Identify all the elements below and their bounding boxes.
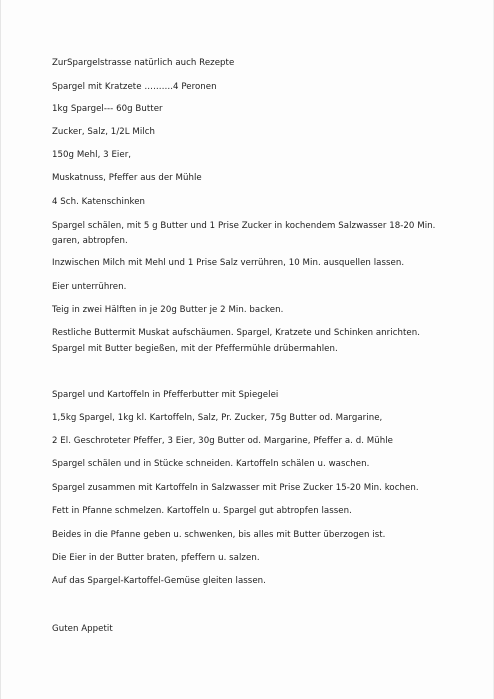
recipe2-ingredient-line: 2 El. Geschroteter Pfeffer, 3 Eier, 30g Butter od. Margarine, Pfeffer a. d. Mühle <box>52 436 393 446</box>
recipe1-ingredient-line: 150g Mehl, 3 Eier, <box>52 150 132 160</box>
recipe1-step-line: Spargel schälen, mit 5 g Butter und 1 Prise Zucker in kochendem Salzwasser 18-20 Min. <box>52 221 436 231</box>
recipe1-ingredient-line: 4 Sch. Katenschinken <box>52 197 146 207</box>
recipe1-ingredient-line: Zucker, Salz, 1/2L Milch <box>52 127 156 137</box>
recipe2-step-line: Fett in Pfanne schmelzen. Kartoffeln u. Spargel gut abtropfen lassen. <box>52 506 352 516</box>
recipe1-step-line: garen, abtropfen. <box>52 236 128 246</box>
recipe1-ingredient-line: Muskatnuss, Pfeffer aus der Mühle <box>52 173 202 183</box>
recipe2-step-line: Auf das Spargel-Kartoffel-Gemüse gleiten lassen. <box>52 576 266 586</box>
closing-line: Guten Appetit <box>52 624 113 634</box>
document-heading: ZurSpargelstrasse natürlich auch Rezepte <box>52 58 235 68</box>
recipe1-step-line: Restliche Buttermit Muskat aufschäumen. Spargel, Kratzete und Schinken anrichten. <box>52 328 421 338</box>
recipe2-ingredient-line: 1,5kg Spargel, 1kg kl. Kartoffeln, Salz, Pr. Zucker, 75g Butter od. Margarine, <box>52 413 383 423</box>
recipe2-step-line: Beides in die Pfanne geben u. schwenken, bis alles mit Butter überzogen ist. <box>52 530 386 540</box>
recipe1-step-line: Spargel mit Butter begießen, mit der Pfeffermühle drübermahlen. <box>52 344 338 354</box>
recipe2-title: Spargel und Kartoffeln in Pfefferbutter mit Spiegelei <box>52 390 279 400</box>
recipe1-step-line: Teig in zwei Hälften in je 20g Butter je 2 Min. backen. <box>52 305 284 315</box>
recipe2-step-line: Spargel zusammen mit Kartoffeln in Salzwasser mit Prise Zucker 15-20 Min. kochen. <box>52 483 419 493</box>
recipe1-title: Spargel mit Kratzete ……….4 Peronen <box>52 82 217 92</box>
recipe2-step-line: Die Eier in der Butter braten, pfeffern u. salzen. <box>52 553 260 563</box>
recipe1-step-line: Inzwischen Milch mit Mehl und 1 Prise Salz verrühren, 10 Min. ausquellen lassen. <box>52 258 405 268</box>
recipe1-ingredient-line: 1kg Spargel--- 60g Butter <box>52 104 163 114</box>
recipe1-step-line: Eier unterrühren. <box>52 282 127 292</box>
recipe2-step-line: Spargel schälen und in Stücke schneiden. Kartoffeln schälen u. waschen. <box>52 459 370 469</box>
